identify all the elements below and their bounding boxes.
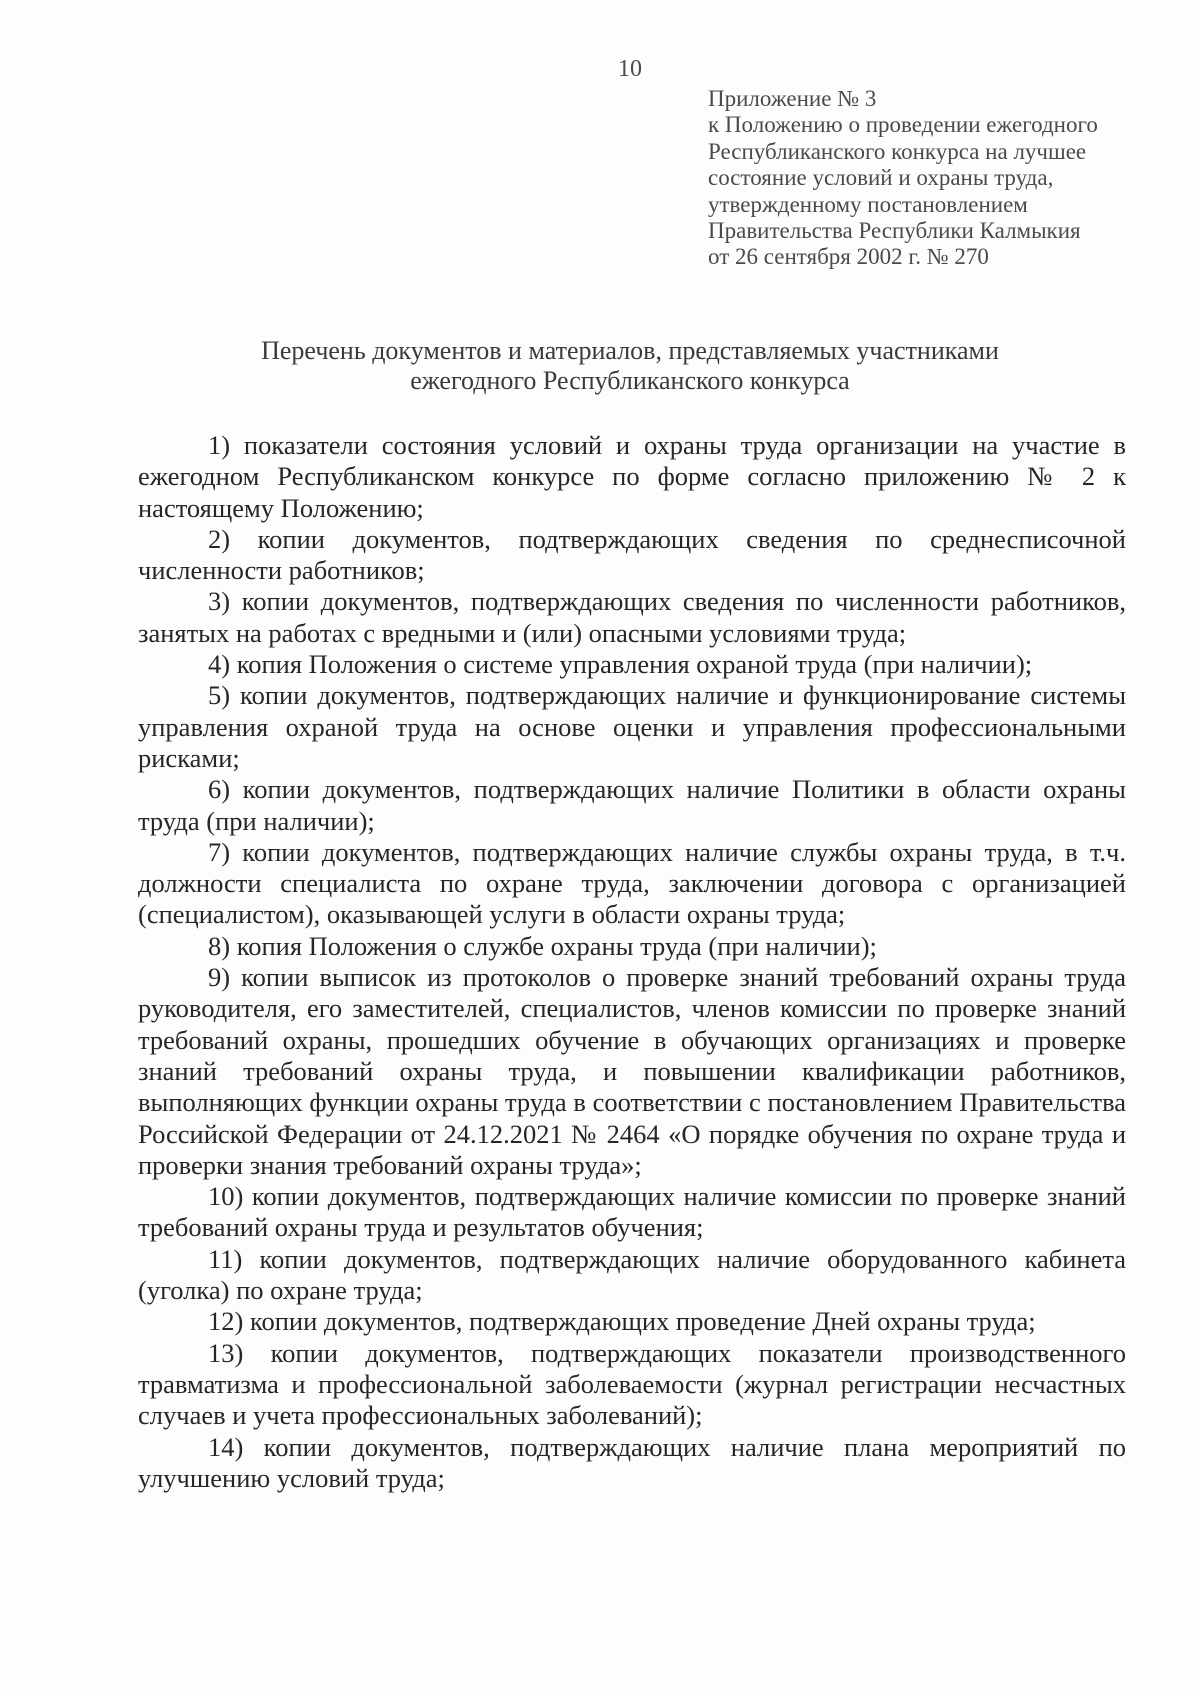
title-line: ежегодного Республиканского конкурса: [410, 366, 850, 395]
page-number: 10: [618, 56, 642, 82]
appendix-header: [708, 86, 1178, 271]
list-item: 12) копии документов, подтверждающих проведение Дней охраны труда;: [208, 1306, 1036, 1337]
list-item: 1) показатели состояния условий и охраны труда организации на участие в ежегодном Республиканском конкурсе по форме согласно приложению № 2 к настоящему Положению;: [138, 430, 1126, 523]
list-item: 2) копии документов, подтверждающих сведения по среднесписочной численности работников;: [138, 523, 1126, 586]
list-item: 13) копии документов, подтверждающих показатели производственного травматизма и профессиональной заболеваемости (журнал регистрации несчастных случаев и учета профессиональных заболеваний);: [138, 1337, 1126, 1431]
list-item: 11) копии документов, подтверждающих наличие оборудованного кабинета (уголка) по охране труда;: [138, 1243, 1126, 1306]
list-item: 10) копии документов, подтверждающих наличие комиссии по проверке знаний требований охраны труда и результатов обучения;: [138, 1181, 1126, 1243]
list-item: 9) копии выписок из протоколов о проверке знаний требований охраны труда руководителя, его заместителей, специалистов, членов комиссии по проверке знаний требований охраны, прошедших обучение в обучающих организациях и проверке знаний требований охраны труда, и повышении квалификации работников, выполняющих функции охраны труда в соответствии с постановлением Правительства Российской Федерации от 24.12.2021 № 2464 «О порядке обучения по охране труда и проверки знания требований охраны труда»;: [138, 962, 1126, 1180]
appendix-line: состояние условий и охраны труда,: [708, 165, 1054, 191]
list-item: 5) копии документов, подтверждающих наличие и функционирование системы управления охраной труда на основе оценки и управления профессиональными рисками;: [138, 680, 1126, 773]
appendix-line: утвержденному постановлением: [708, 191, 1028, 217]
list-item: 6) копии документов, подтверждающих наличие Политики в области охраны труда (при наличии);: [138, 774, 1126, 836]
list-item: 7) копии документов, подтверждающих наличие службы охраны труда, в т.ч. должности специалиста по охране труда, заключении договора с организацией (специалистом), оказывающей услуги в области охраны труда;: [138, 836, 1126, 930]
document-list: [138, 430, 1126, 1494]
list-item: 4) копия Положения о системе управления охраной труда (при наличии);: [208, 649, 1033, 680]
appendix-line: к Положению о проведении ежегодного: [708, 112, 1098, 138]
appendix-line: Приложение № 3: [708, 86, 877, 111]
appendix-line: Правительства Республики Калмыкия: [708, 218, 1081, 244]
appendix-line: Республиканского конкурса на лучшее: [708, 138, 1087, 164]
appendix-line: от 26 сентября 2002 г. № 270: [708, 244, 989, 270]
document-title: [130, 336, 1130, 396]
list-item: 14) копии документов, подтверждающих наличие плана мероприятий по улучшению условий труда;: [138, 1431, 1126, 1493]
list-item: 3) копии документов, подтверждающих сведения по численности работников, занятых на работах с вредными и (или) опасными условиями труда;: [138, 586, 1126, 648]
title-line: Перечень документов и материалов, представляемых участниками: [261, 336, 999, 365]
list-item: 8) копия Положения о службе охраны труда (при наличии);: [208, 930, 877, 961]
